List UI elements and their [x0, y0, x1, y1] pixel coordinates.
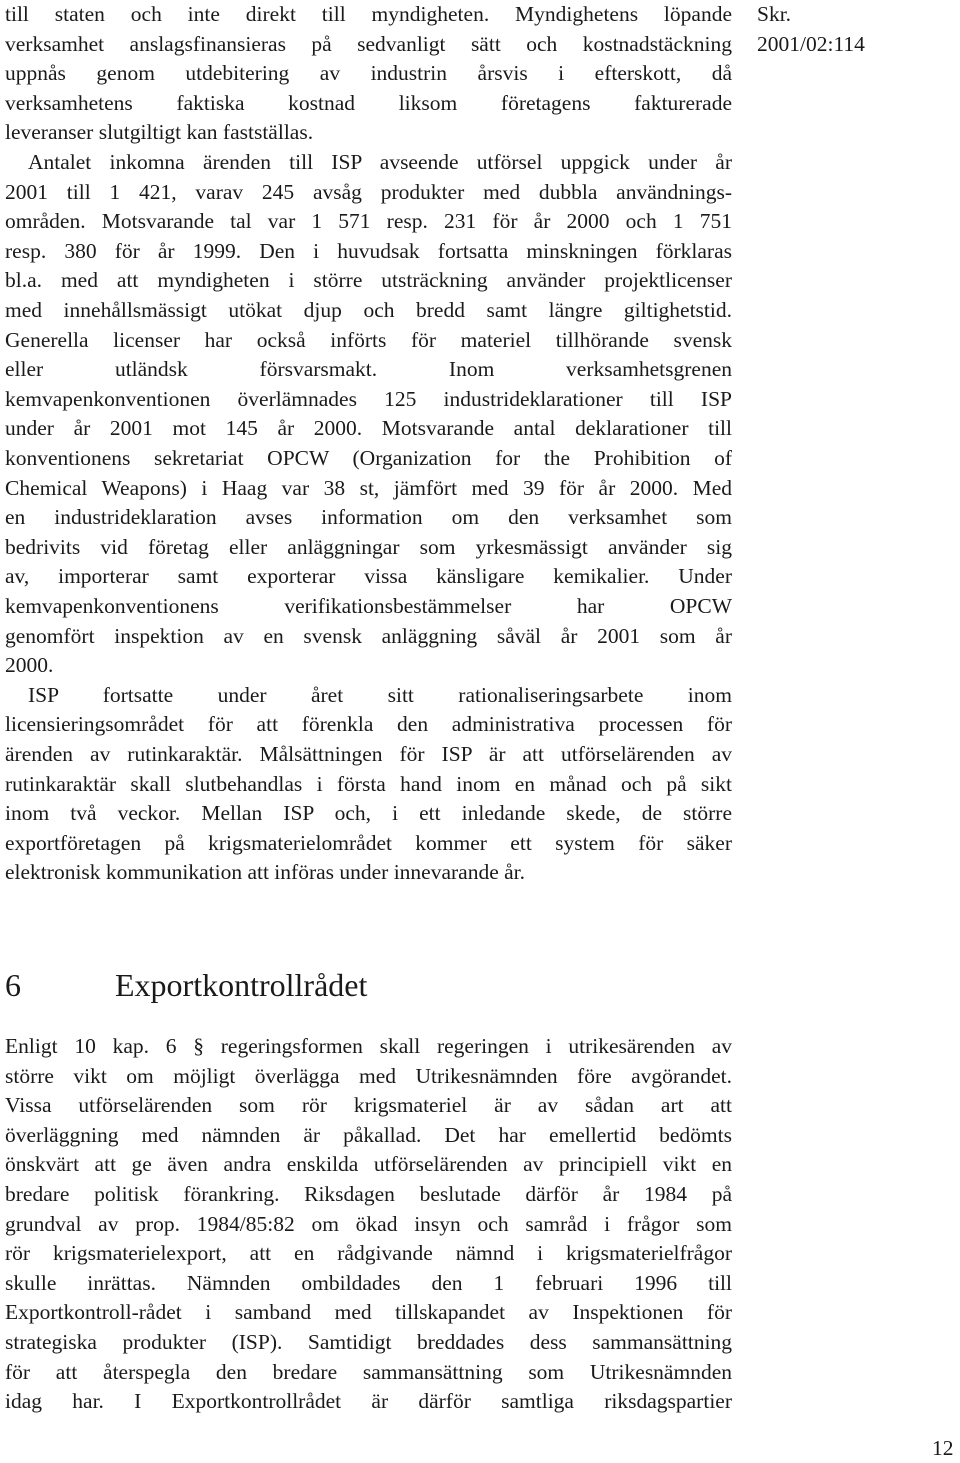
text-line: verksamhetens faktiska kostnad liksom företagens fakturerade [5, 90, 732, 115]
text-line: bedrivits vid företag eller anläggningar som yrkesmässigt använder sig [5, 534, 732, 559]
text-line: elektronisk kommunikation att införas under innevarande år. [5, 860, 526, 885]
text-line: konventionens sekretariat OPCW (Organization for the Prohibition of [5, 446, 732, 470]
text-line: grundval av prop. 1984/85:82 om ökad insyn och samråd i frågor som [5, 1211, 732, 1236]
text-line: idag har. I Exportkontrollrådet är därför samtliga riksdagspartier [5, 1389, 732, 1414]
text-line: 2001 till 1 421, varav 245 avsåg produkter med dubbla användnings- [5, 179, 732, 204]
text-line: uppnås genom utdebitering av industrin årsvis i efterskott, då [5, 61, 732, 86]
text-line: strategiska produkter (ISP). Samtidigt breddades dess sammansättning [5, 1330, 732, 1354]
text-line: leveranser slutgiltigt kan fastställas. [5, 120, 314, 145]
document-number: 2001/02:114 [757, 32, 865, 56]
text-line: för att återspegla den bredare sammansättning som Utrikesnämnden [5, 1359, 732, 1384]
section-number: 6 [5, 967, 21, 1003]
text-line: Vissa utförselärenden som rör krigsmateriel är av sådan art att [5, 1093, 732, 1118]
text-line: Generella licenser har också införts för materiel tillhörande svensk [5, 327, 732, 352]
text-line: Antalet inkomna ärenden till ISP avseende utförsel uppgick under år [28, 150, 732, 174]
text-line: under år 2001 mot 145 år 2000. Motsvarande antal deklarationer till [5, 416, 732, 441]
text-line: till staten och inte direkt till myndigheten. Myndighetens löpande [5, 2, 732, 26]
text-line: ISP fortsatte under året sitt rationaliseringsarbete inom [28, 682, 732, 707]
text-line: 2000. [5, 653, 54, 678]
text-line: Exportkontroll-rådet i samband med tillskapandet av Inspektionen för [5, 1300, 732, 1325]
text-line: Enligt 10 kap. 6 § regeringsformen skall regeringen i utrikesärenden av [5, 1034, 732, 1058]
text-line: skulle inrättas. Nämnden ombildades den 1 februari 1996 till [5, 1270, 732, 1295]
text-line: med innehållsmässigt utökat djup och bredd samt längre giltighetstid. [5, 298, 732, 322]
text-line: kemvapenkonventionen överlämnades 125 industrideklarationer till ISP [5, 386, 732, 411]
text-line: resp. 380 för år 1999. Den i huvudsak fortsatta minskningen förklaras [5, 238, 732, 263]
text-line: inom två veckor. Mellan ISP och, i ett inledande skede, de större [5, 801, 732, 826]
text-line: önskvärt att ge även andra enskilda utförselärenden av principiell vikt en [5, 1152, 732, 1177]
margin-label: Skr. [757, 2, 792, 26]
text-line: rör krigsmaterielexport, att en rådgivande nämnd i krigsmaterielfrågor [5, 1241, 732, 1266]
text-line: licensieringsområdet för att förenkla den administrativa processen för [5, 712, 732, 737]
text-line: av, importerar samt exporterar vissa känsligare kemikalier. Under [5, 564, 732, 589]
text-line: en industrideklaration avses information om den verksamhet som [5, 505, 732, 530]
section-heading [5, 965, 367, 1005]
text-line: bredare politisk förankring. Riksdagen beslutade därför år 1984 på [5, 1182, 732, 1206]
text-line: rutinkaraktär skall slutbehandlas i första hand inom en månad och på sikt [5, 771, 732, 796]
text-line: eller utländsk försvarsmakt. Inom verksamhetsgrenen [5, 357, 732, 382]
text-line: ärenden av rutinkaraktär. Målsättningen för ISP är att utförselärenden av [5, 742, 732, 766]
text-line: genomfört inspektion av en svensk anläggning såväl år 2001 som år [5, 623, 732, 648]
text-line: Chemical Weapons) i Haag var 38 st, jämfört med 39 för år 2000. Med [5, 475, 732, 500]
text-line: exportföretagen på krigsmaterielområdet kommer ett system för säker [5, 830, 732, 855]
section-title: Exportkontrollrådet [115, 967, 368, 1003]
text-line: områden. Motsvarande tal var 1 571 resp. 231 för år 2000 och 1 751 [5, 209, 732, 234]
page-number: 12 [932, 1436, 954, 1460]
text-line: större vikt om möjligt överlägga med Utrikesnämnden före avgörandet. [5, 1063, 732, 1088]
text-line: verksamhet anslagsfinansieras på sedvanligt sätt och kostnadstäckning [5, 31, 732, 56]
text-line: kemvapenkonventionens verifikationsbestämmelser har OPCW [5, 594, 732, 618]
text-line: bl.a. med att myndigheten i större utsträckning använder projektlicenser [5, 268, 732, 293]
text-line: överläggning med nämnden är påkallad. Det har emellertid bedömts [5, 1122, 732, 1147]
